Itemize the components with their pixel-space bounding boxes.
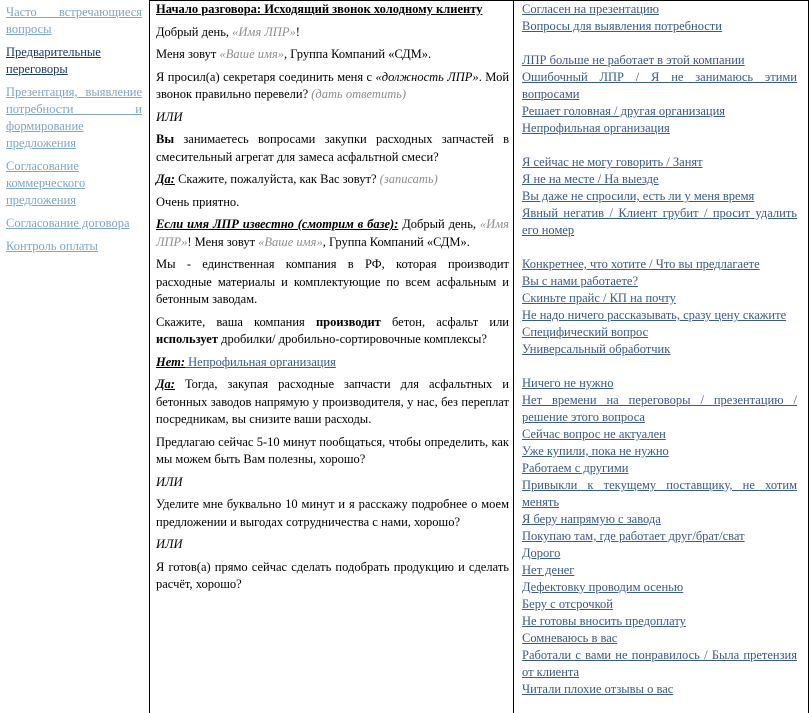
script-or-2: ИЛИ: [156, 474, 183, 489]
script-company-pitch: Мы - единственная компания в РФ, которая производит расходные материалы и комплектующие по всем асфальным и бетонным заводам.: [156, 257, 509, 306]
nav-link-presentation[interactable]: Презентация, выявление потребности и формирование предложения: [6, 85, 142, 150]
script-transfer-check: Я просил(а) секретаря соединить меня с «должность ЛПР». Мой звонок правильно перевели? (дать ответить): [156, 69, 510, 101]
nav-link-commercial-offer[interactable]: Согласование коммерческого предложения: [6, 159, 86, 207]
objection-link[interactable]: Работали с вами не понравилось / Была претензия от клиента: [522, 648, 797, 679]
objection-link[interactable]: Я сейчас не могу говорить / Занят: [522, 155, 703, 169]
objection-link[interactable]: Вы даже не спросили, есть ли у меня время: [522, 189, 755, 203]
spacer: [522, 239, 797, 256]
objection-link[interactable]: Вопросы для выявления потребности: [522, 19, 722, 33]
objection-link[interactable]: Непрофильная организация: [522, 121, 670, 135]
objection-link[interactable]: Ничего не нужно: [522, 376, 614, 390]
script-or-3: ИЛИ: [156, 537, 183, 551]
script-or-1: ИЛИ: [156, 109, 183, 124]
objection-link[interactable]: Не готовы вносить предоплату: [522, 614, 686, 628]
objection-link[interactable]: Беру с отсрочкой: [522, 597, 613, 611]
objection-link[interactable]: Специфический вопрос: [522, 325, 649, 339]
objection-link[interactable]: Уже купили, пока не нужно: [522, 444, 669, 458]
spacer: [522, 35, 797, 52]
objection-link[interactable]: Вы с нами работаете?: [522, 274, 639, 288]
script-nice-to-meet: Очень приятно.: [156, 194, 240, 209]
nav-link-preliminary-negotiations[interactable]: Предварительные переговоры: [6, 45, 101, 76]
left-nav: [0, 0, 146, 713]
nav-link-faq[interactable]: Часто встречающиеся вопросы: [6, 5, 142, 36]
objection-link[interactable]: Конкретнее, что хотите / Что вы предлагаете: [522, 257, 760, 271]
script-known-contact: Если имя ЛПР известно (смотрим в базе): Добрый день, «Имя ЛПР»! Меня зовут «Ваше имя», Группа Компаний «СДМ».: [156, 217, 509, 249]
underscore-separator-link[interactable]: [522, 358, 528, 375]
script-offer-talk: Предлагаю сейчас 5-10 минут пообщаться, чтобы определить, как мы можем быть Вам полезны, хорошо?: [156, 434, 509, 466]
script-offer-calculation: Я готов(а) прямо сейчас сделать подобрать продукцию и сделать расчёт, хорошо?: [156, 559, 509, 591]
objection-link[interactable]: Нет времени на переговоры / презентацию / решение этого вопроса: [522, 393, 797, 424]
script-question-procurement: Вы занимаетесь вопросами закупки расходных запчастей в смесительный агрегат для замеса асфальтной смеси?: [156, 132, 509, 164]
objection-link[interactable]: Я не на месте / На выезде: [522, 172, 659, 186]
nav-link-contract[interactable]: Согласование договора: [6, 216, 130, 230]
script-yes-benefit: Да: Тогда, закупая расходные запчасти для асфальтных и бетонных заводов напрямую у производителя, у нас, без переплат посредникам, вы снизите ваши расходы.: [156, 377, 509, 426]
script-offer-10-min: Уделите мне буквально 10 минут и я расскажу подробнее о моем предложении и выгодах сотрудничества с нами, хорошо?: [156, 497, 509, 529]
script-panel: [150, 0, 513, 713]
nav-link-payment-control[interactable]: Контроль оплаты: [6, 239, 98, 253]
objection-link[interactable]: Не надо ничего рассказывать, сразу цену скажите: [522, 308, 787, 322]
objection-link[interactable]: Сейчас вопрос не актуален: [522, 427, 666, 441]
objection-link[interactable]: Дефектовку проводим осенью: [522, 580, 684, 594]
objection-link[interactable]: Согласен на презентацию: [522, 2, 659, 16]
script-introduction: Меня зовут «Ваше имя», Группа Компаний «СДМ».: [156, 47, 432, 61]
objection-link[interactable]: Покупаю там, где работает друг/брат/сват: [522, 529, 745, 543]
objection-link[interactable]: Универсальный обработчик: [522, 342, 671, 356]
script-greeting: Добрый день, «Имя ЛПР»!: [156, 24, 300, 39]
objection-link[interactable]: Сомневаюсь в вас: [522, 631, 618, 645]
script-no-branch: Нет: Непрофильная организация: [156, 354, 336, 369]
objection-link[interactable]: Я беру напрямую с завода: [522, 512, 661, 526]
objection-link[interactable]: Читали плохие отзывы о вас: [522, 682, 674, 696]
objection-link[interactable]: Работаем с другими: [522, 461, 629, 475]
objection-link[interactable]: Нет денег: [522, 563, 575, 577]
script-qualifying-question: Скажите, ваша компания производит бетон, асфальт или использует дробилки/ дробильно-сортировочные комплексы?: [156, 314, 509, 346]
objection-link[interactable]: Скиньте прайс / КП на почту: [522, 291, 676, 305]
objections-panel: [514, 0, 809, 713]
script-title: Начало разговора: Исходящий звонок холодному клиенту: [156, 2, 483, 16]
script-yes-ask-name: Да: Скажите, пожалуйста, как Вас зовут? (записать): [156, 172, 438, 186]
objection-link[interactable]: ЛПР больше не работает в этой компании: [522, 53, 745, 67]
objection-link[interactable]: Привыкли к текущему поставщику, не хотим менять: [522, 478, 797, 509]
objection-link[interactable]: Явный негатив / Клиент грубит / просит удалить его номер: [522, 206, 797, 237]
objection-link[interactable]: Дорого: [522, 546, 561, 560]
objection-link[interactable]: Решает головная / другая организация: [522, 104, 726, 118]
objection-link[interactable]: Ошибочный ЛПР / Я не занимаюсь этими вопросами: [522, 70, 797, 101]
link-non-core-organization[interactable]: Непрофильная организация: [185, 354, 336, 369]
spacer: [522, 137, 797, 154]
